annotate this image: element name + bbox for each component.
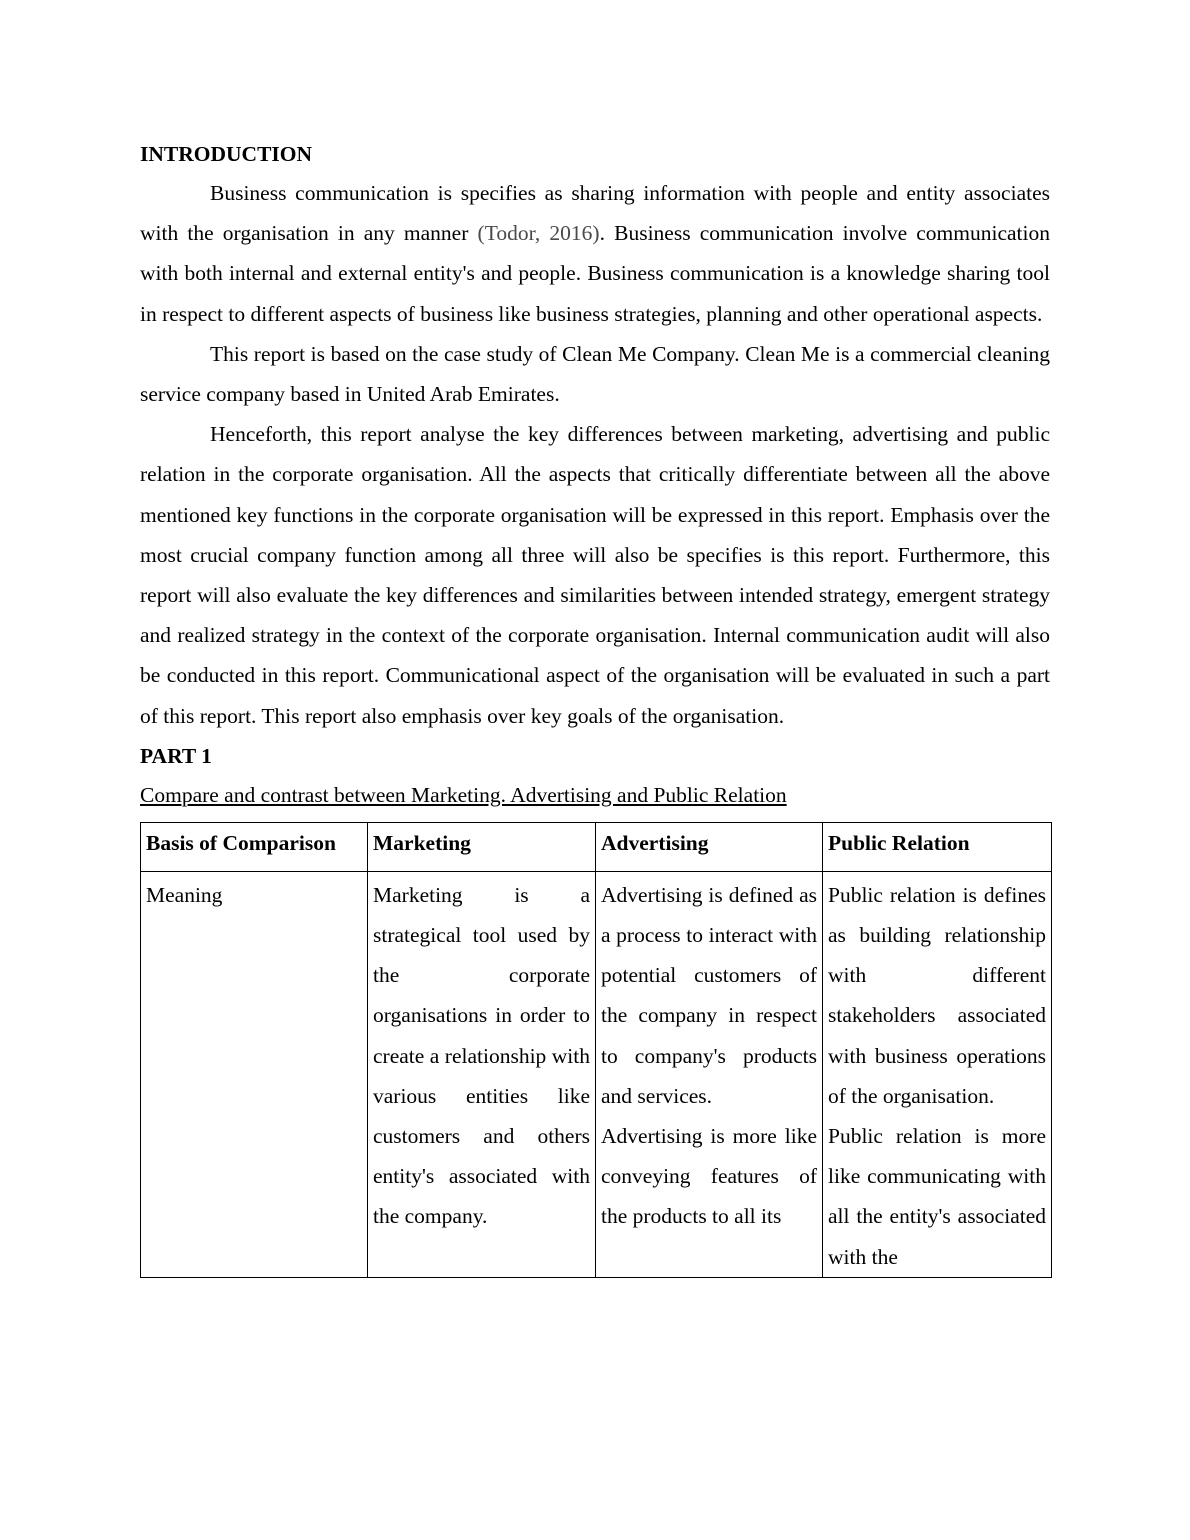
cell-marketing-meaning	[368, 871, 596, 1277]
table-row	[141, 871, 1052, 1277]
comparison-table	[140, 822, 1052, 1278]
part1-heading: PART 1	[140, 743, 212, 768]
marketing-text: Marketing is a strategical tool used by the corporate organisations in order to create a relationship with various entities like customers and others entity's associated with the company.	[373, 882, 590, 1229]
basis-text: Meaning	[146, 882, 223, 907]
paragraph-1-text-start: Business communication is specifies as sharing information with people and entity associates with the organisation in any manner	[140, 181, 1050, 246]
header-advertising: Advertising	[596, 822, 823, 871]
advertising-text-2: Advertising is more like conveying features of the products to all its	[601, 1124, 817, 1229]
cell-basis-meaning	[141, 871, 368, 1277]
introduction-paragraph-2: This report is based on the case study of Clean Me Company. Clean Me is a commercial cleaning service company based in United Arab Emirates.	[140, 341, 1050, 407]
header-public-relation: Public Relation	[823, 822, 1052, 871]
introduction-paragraph-3: Henceforth, this report analyse the key differences between marketing, advertising and public relation in the corporate organisation. All the aspects that critically differentiate between all the above mentioned key functions in the corporate organisation will be expressed in this report. Emphasis over the most crucial company function among all three will also be specifies is this report. Furthermore, this report will also evaluate the key differences and similarities between intended strategy, emergent strategy and realized strategy in the context of the corporate organisation. Internal communication audit will also be conducted in this report. Communicational aspect of the organisation will be evaluated in such a part of this report. This report also emphasis over key goals of the organisation.	[140, 422, 1050, 728]
public-relation-text-2: Public relation is more like communicating with all the entity's associated with the	[828, 1124, 1046, 1269]
header-basis: Basis of Comparison	[141, 822, 368, 871]
citation-todor: (Todor, 2016)	[477, 221, 600, 246]
document-page	[140, 135, 1050, 1278]
cell-advertising-meaning	[596, 871, 823, 1277]
table-header-row	[141, 822, 1052, 871]
paragraph-1-text-end: . Business communication involve communication with both internal and external entity's and people. Business communication is a knowledge sharing tool in respect to different aspects of business like business strategies, planning and other operational aspects.	[140, 221, 1051, 326]
header-marketing: Marketing	[368, 822, 596, 871]
introduction-heading: INTRODUCTION	[140, 142, 313, 166]
public-relation-text-1: Public relation is defines as building relationship with different stakeholders associated with business operations of the organisation.	[828, 882, 1046, 1108]
advertising-text-1: Advertising is defined as a process to interact with potential customers of the company in respect to company's products and services.	[601, 882, 817, 1108]
cell-public-relation-meaning	[823, 871, 1052, 1277]
introduction-paragraph-1	[140, 173, 1050, 334]
comparison-subheading: Compare and contrast between Marketing. Advertising and Public Relation	[140, 782, 787, 807]
